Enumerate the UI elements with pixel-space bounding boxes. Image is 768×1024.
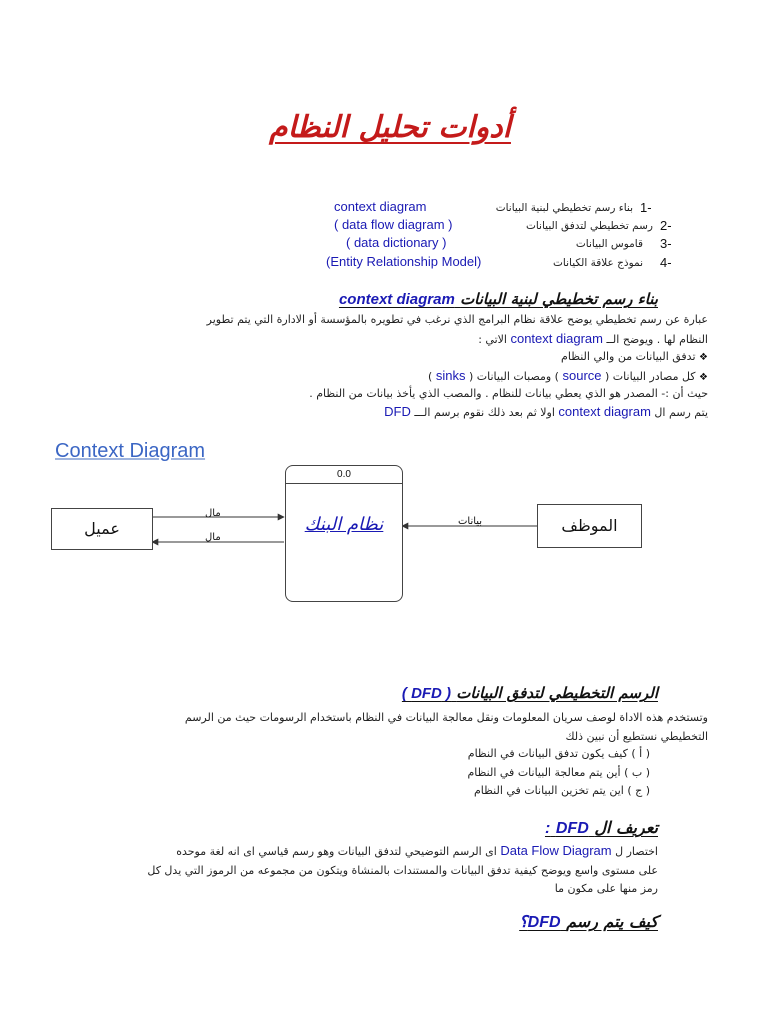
heading-arabic: الرسم التخطيطي لتدفق البيانات: [456, 684, 658, 702]
list-item-english: context diagram: [334, 199, 427, 214]
diamond-bullet-icon: ❖: [699, 372, 708, 383]
heading-english: DFD: [555, 820, 589, 837]
list-item: ( ب ) أين يتم معالجة البيانات في النظام: [467, 766, 650, 779]
list-item-english: (Entity Relationship Model): [326, 254, 482, 269]
list-item-arabic: بناء رسم تخطيطي لبنية البيانات: [495, 202, 633, 214]
list-item-number: 2-: [660, 218, 672, 233]
process-node: [285, 465, 403, 602]
text-fragment-english: context diagram: [510, 331, 603, 346]
process-id: 0.0: [286, 466, 402, 484]
bullet-text: ): [428, 370, 433, 383]
diagram-title: Context Diagram: [55, 440, 206, 462]
flow-label-bottom: مال: [205, 532, 221, 543]
section-heading-how: [519, 912, 658, 932]
paragraph-line: [384, 402, 708, 423]
text-fragment: يتم رسم ال: [654, 406, 708, 419]
paragraph-line: وتستخدم هذه الاداة لوصف سريان المعلومات ونقل معالجة البيانات في النظام باستخدام الرسومات حيث من الرسم: [184, 711, 708, 724]
list-item: ( أ ) كيف يكون تدفق البيانات في النظام: [467, 747, 650, 760]
bullet-text: كل مصادر البيانات (: [605, 370, 696, 383]
paragraph-line: عبارة عن رسم تخطيطي يوضح علاقة نظام البرامج الذي نرغب في تطويره بالمؤسسة أو الادارة التي يتم تطوير: [206, 313, 708, 326]
text-fragment-english: sinks: [435, 368, 466, 383]
entity-left-label: عميل: [84, 519, 120, 538]
flow-label-top: مال: [205, 508, 221, 519]
entity-left: [51, 508, 153, 550]
page-title: أدوات تحليل النظام: [269, 110, 511, 145]
text-fragment-english: context diagram: [558, 404, 651, 419]
paragraph-line: على مستوى واسع ويوضح كيفية تدفق البيانات والمستندات بالمنشاة ويتكون من مجموعه من الرموز التي يدل كل: [147, 864, 658, 877]
heading-arabic: تعريف ال: [594, 818, 658, 837]
section-heading-dfd: [402, 684, 658, 702]
paragraph-line: حيث أن :- المصدر هو الذي يعطي بيانات للنظام . والمصب الذي يأخذ بيانات من النظام .: [309, 387, 708, 400]
text-fragment-english: Data Flow Diagram: [500, 843, 612, 858]
list-item-number: 1-: [640, 200, 652, 215]
bullet-text: تدفق البيانات من والي النظام: [561, 350, 696, 363]
list-item-number: 4-: [660, 255, 672, 270]
bullet-text: ) ومصبات البيانات (: [468, 370, 559, 383]
heading-english: ( DFD ): [401, 685, 452, 702]
text-fragment-english: DFD: [384, 404, 411, 419]
text-fragment: اختصار ل: [615, 845, 658, 858]
heading-english: context diagram: [338, 291, 455, 308]
heading-english: DFD؟: [519, 914, 561, 931]
paragraph-line: [176, 841, 658, 862]
entity-right: [537, 504, 642, 548]
list-item-arabic: نموذج علاقة الكيانات: [552, 257, 643, 269]
process-name: نظام البنك: [304, 514, 384, 535]
text-fragment: اى الرسم التوضيحي لتدفق البيانات وهو رسم قياسي اى انه لغة موحده: [176, 845, 497, 858]
heading-colon: :: [544, 820, 551, 837]
list-item-number: 3-: [660, 236, 672, 251]
list-item-english: ( data dictionary ): [346, 235, 447, 250]
list-item-english: ( data flow diagram ): [334, 217, 453, 232]
heading-arabic: كيف يتم رسم: [566, 912, 658, 931]
text-fragment: الاتي :: [478, 333, 507, 346]
text-fragment: اولا ثم بعد ذلك نقوم برسم الـــ: [414, 406, 555, 419]
text-fragment-english: source: [562, 368, 602, 383]
bullet-item: [561, 347, 708, 368]
list-item-arabic: قاموس البيانات: [575, 238, 643, 250]
diamond-bullet-icon: ❖: [699, 352, 708, 363]
section-heading-context: [339, 290, 658, 308]
section-heading-definition: [545, 818, 658, 838]
list-item: ( ج ) اين يتم تخزين البيانات في النظام: [473, 784, 650, 797]
entity-right-label: الموظف: [561, 516, 618, 535]
text-fragment: النظام لها . ويوضح الــ: [606, 333, 708, 346]
heading-arabic: بناء رسم تخطيطي لبنية البيانات: [460, 290, 658, 308]
list-item-arabic: رسم تخطيطي لتدفق البيانات: [525, 220, 653, 232]
paragraph-line: التخطيطي نستطيع أن نبين ذلك: [565, 730, 708, 743]
paragraph-line: رمز منها على مكون ما: [554, 882, 658, 895]
flow-label-right: بيانات: [458, 516, 483, 527]
